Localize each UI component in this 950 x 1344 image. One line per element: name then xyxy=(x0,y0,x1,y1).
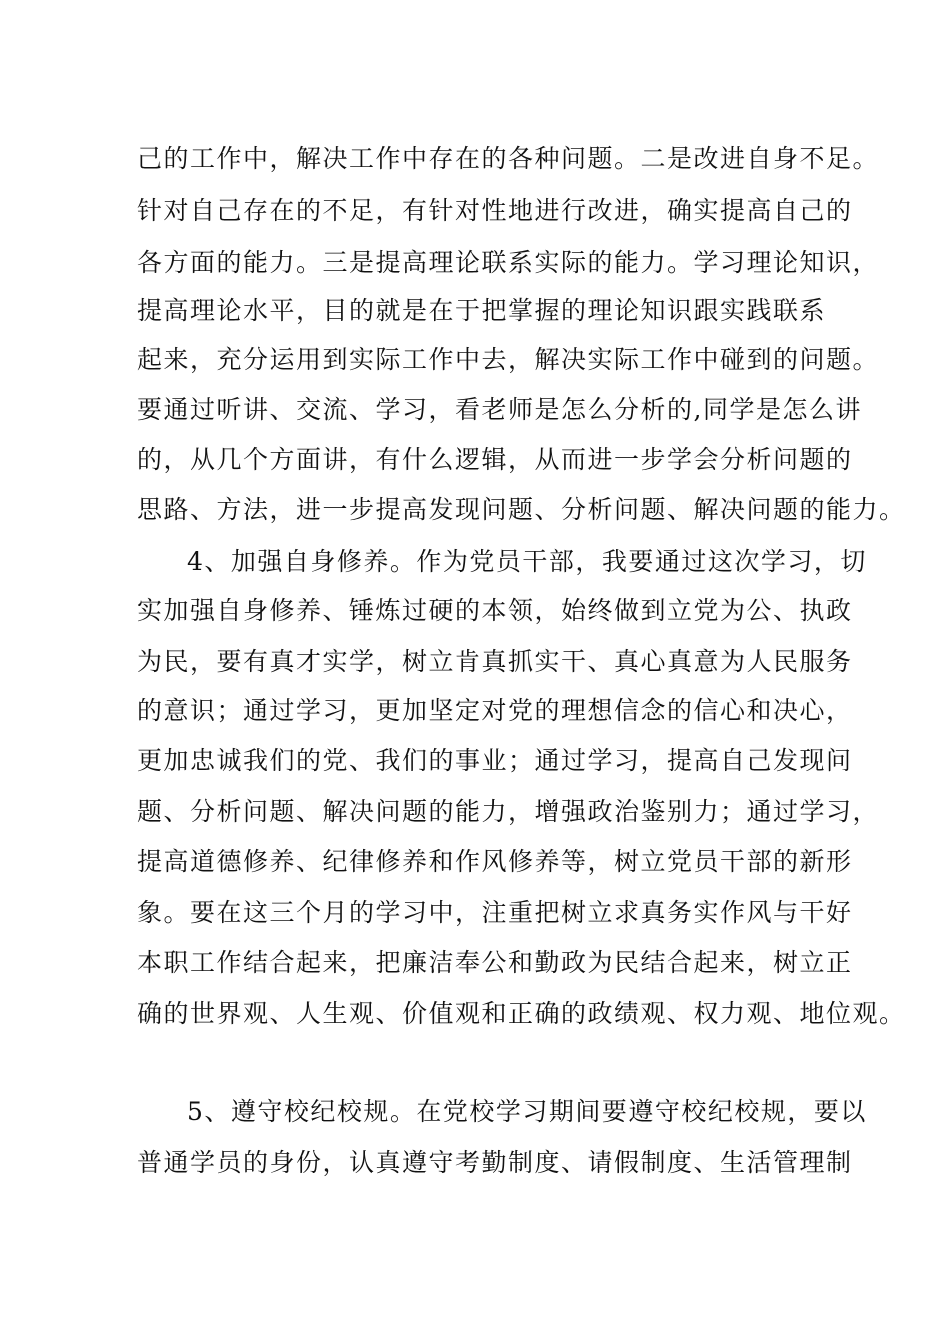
text-line-7: 的，从几个方面讲，有什么逻辑，从而进一步学会分析问题的 xyxy=(137,445,853,474)
text-line-19: 5、遵守校纪校规。在党校学习期间要遵守校纪校规，要以 xyxy=(187,1097,867,1126)
text-line-10: 实加强自身修养、锤炼过硬的本领，始终做到立党为公、执政 xyxy=(137,596,853,625)
text-line-6: 要通过听讲、交流、学习，看老师是怎么分析的,同学是怎么讲 xyxy=(137,395,862,424)
text-line-3: 各方面的能力。三是提高理论联系实际的能力。学习理论知识， xyxy=(137,248,880,277)
text-line-14: 题、分析问题、解决问题的能力，增强政治鉴别力；通过学习， xyxy=(137,797,880,826)
text-line-15: 提高道德修养、纪律修养和作风修养等，树立党员干部的新形 xyxy=(137,847,853,876)
text-line-20: 普通学员的身份，认真遵守考勤制度、请假制度、生活管理制 xyxy=(137,1148,853,1177)
text-line-18: 确的世界观、人生观、价值观和正确的政绩观、权力观、地位观。 xyxy=(137,999,906,1028)
text-line-4: 提高理论水平，目的就是在于把掌握的理论知识跟实践联系 xyxy=(137,296,827,325)
text-line-13: 更加忠诚我们的党、我们的事业；通过学习，提高自己发现问 xyxy=(137,746,853,775)
text-line-11: 为民，要有真才实学，树立肯真抓实干、真心真意为人民服务 xyxy=(137,647,853,676)
text-line-8: 思路、方法，进一步提高发现问题、分析问题、解决问题的能力。 xyxy=(137,495,906,524)
text-line-5: 起来，充分运用到实际工作中去，解决实际工作中碰到的问题。 xyxy=(137,345,880,374)
text-line-2: 针对自己存在的不足，有针对性地进行改进，确实提高自己的 xyxy=(137,196,853,225)
text-line-9: 4、加强自身修养。作为党员干部，我要通过这次学习，切 xyxy=(187,547,867,576)
text-line-1: 己的工作中，解决工作中存在的各种问题。二是改进自身不足。 xyxy=(137,144,880,173)
text-line-16: 象。要在这三个月的学习中，注重把树立求真务实作风与干好 xyxy=(137,898,853,927)
text-line-17: 本职工作结合起来，把廉洁奉公和勤政为民结合起来，树立正 xyxy=(137,948,853,977)
text-line-12: 的意识；通过学习，更加坚定对党的理想信念的信心和决心， xyxy=(137,696,853,725)
